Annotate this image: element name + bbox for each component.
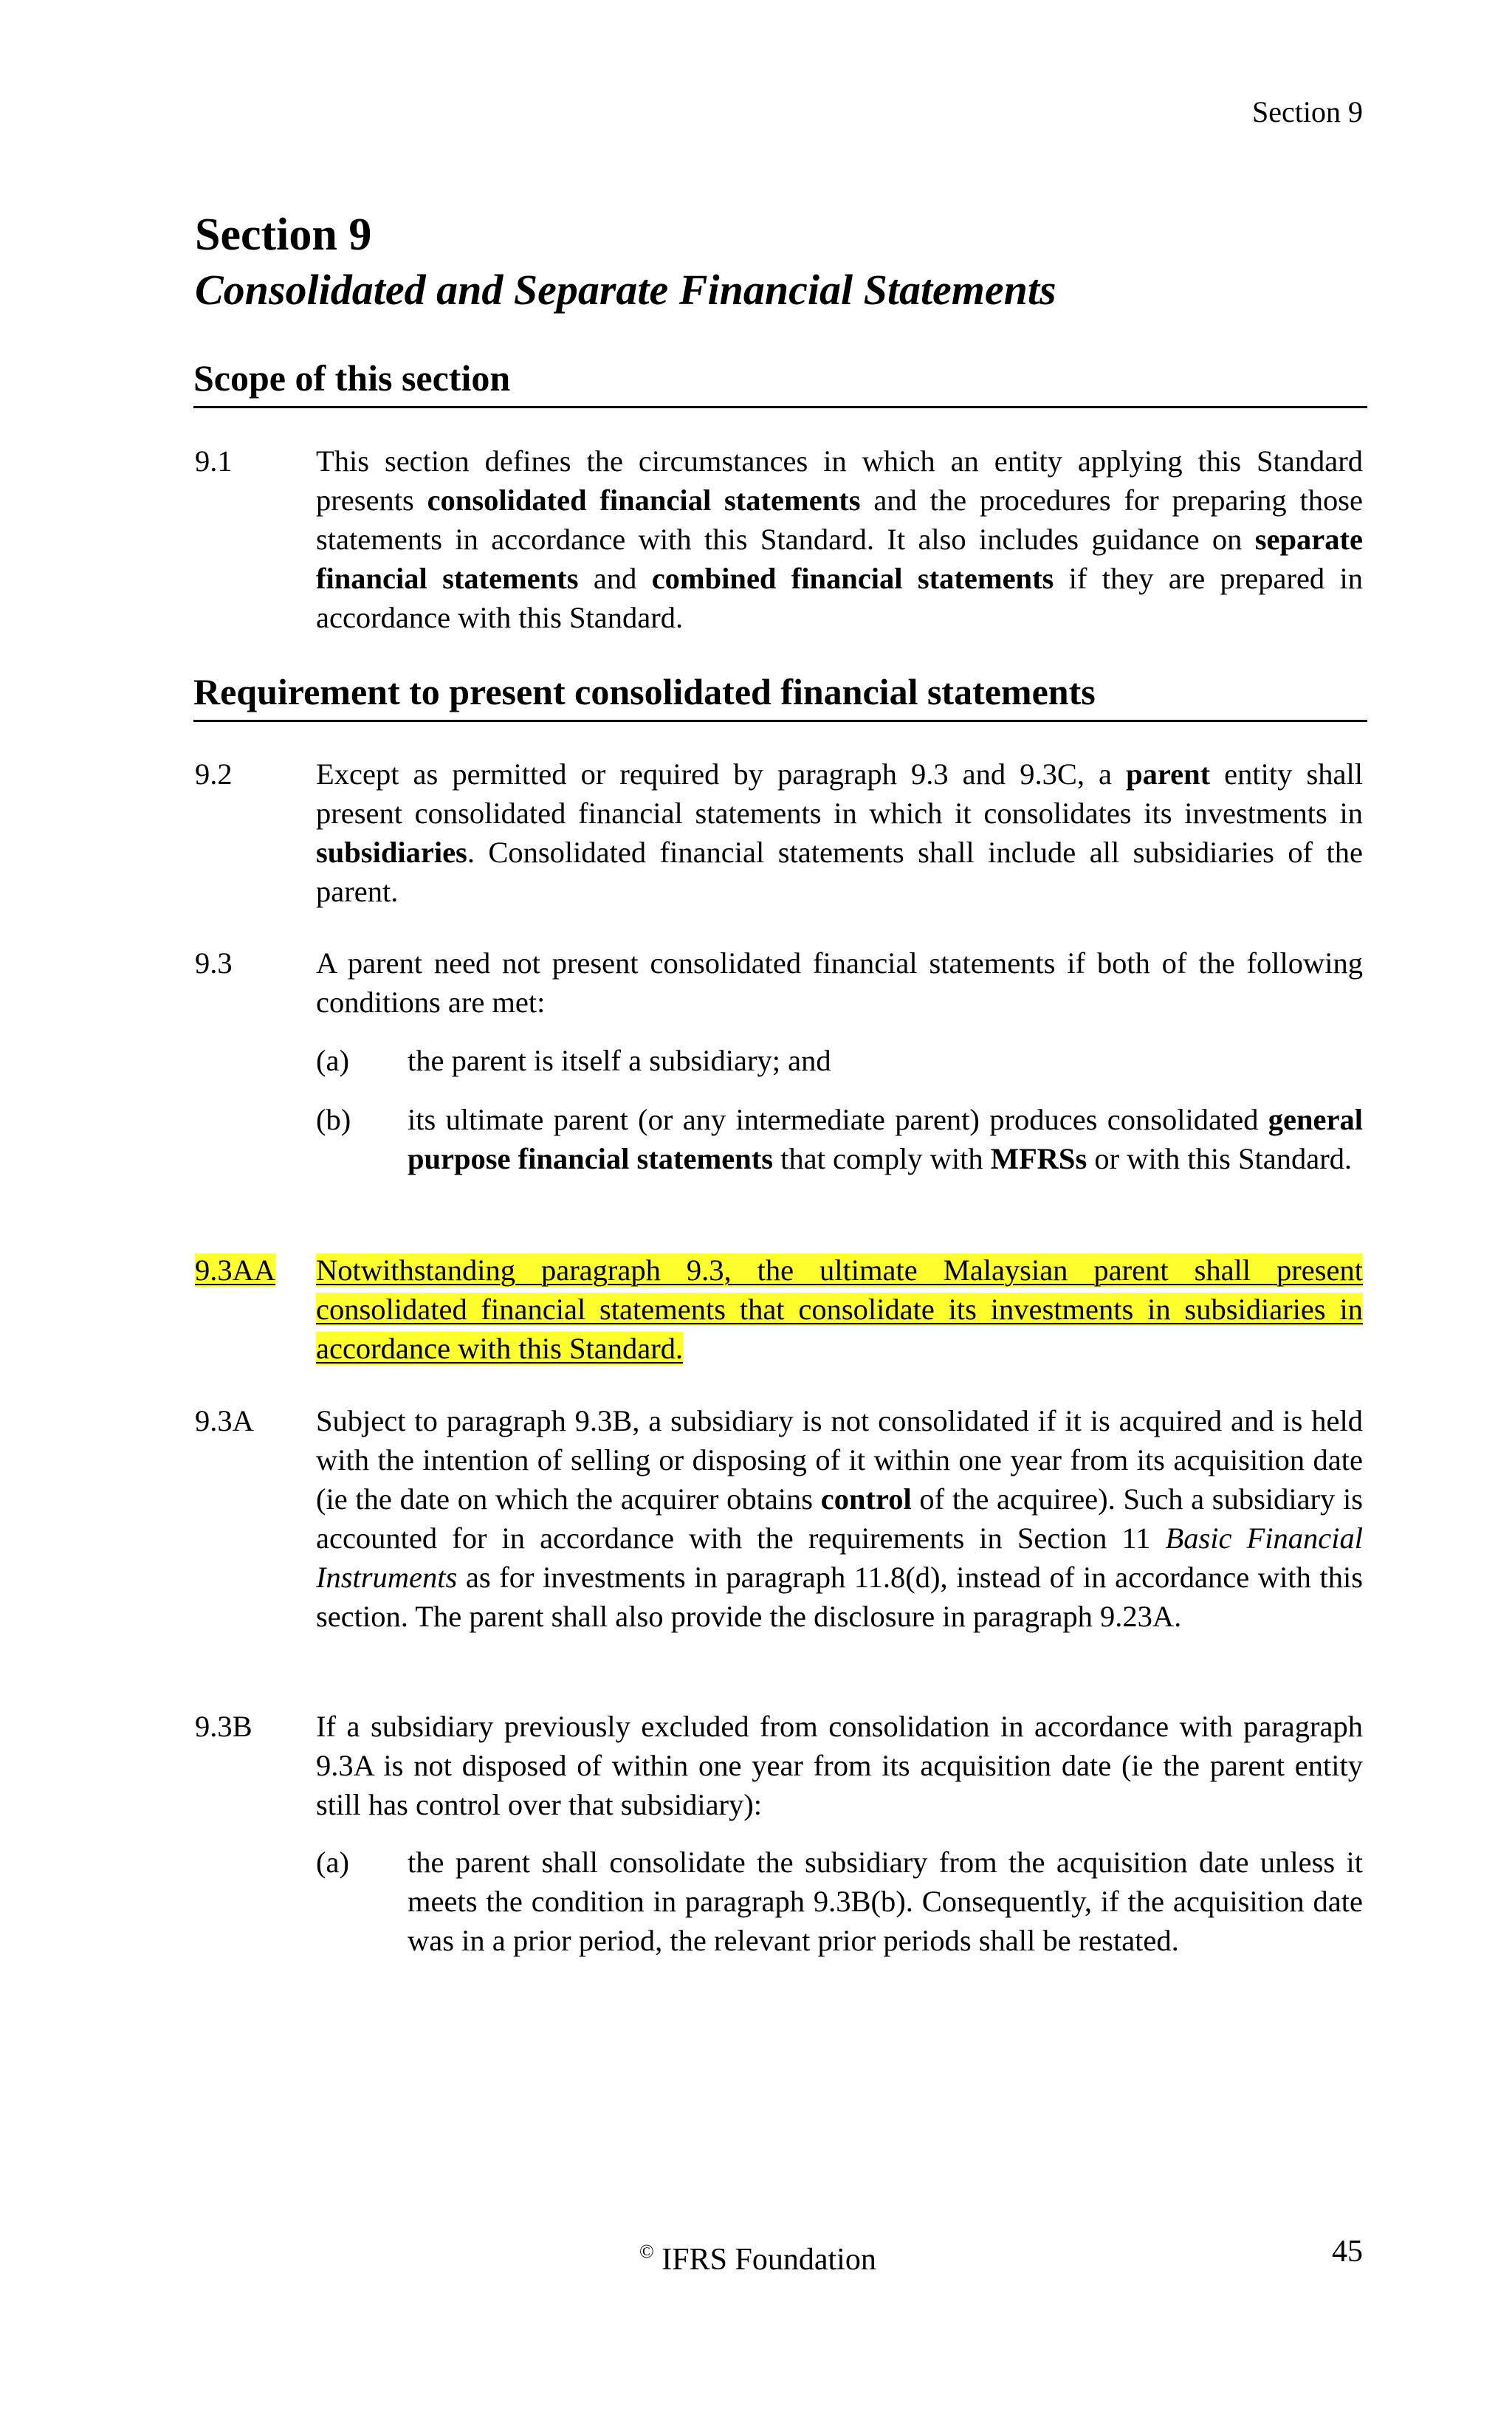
section-number: Section 9 — [195, 210, 372, 260]
footer-copyright: © IFRS Foundation — [639, 2241, 876, 2277]
paragraph-text: Notwithstanding paragraph 9.3, the ultimate Malaysian parent shall present consolidated financial statements that consolidate its investments in subsidiaries in accordance with this Standard. — [316, 1254, 1363, 1365]
defined-term: consolidated financial statements — [427, 484, 861, 517]
defined-term: subsidiaries — [316, 836, 467, 869]
page-number: 45 — [1332, 2235, 1363, 2269]
paragraph-9-2 — [195, 754, 1363, 911]
defined-term: control — [820, 1482, 912, 1516]
section-title: Consolidated and Separate Financial Statements — [195, 266, 1056, 314]
subparagraph-text: the parent is itself a subsidiary; and — [408, 1044, 831, 1077]
paragraph-text: A parent need not present consolidated financial statements if both of the following conditions are met: — [316, 946, 1363, 1019]
section-title-block — [195, 207, 1361, 317]
defined-term: separate financial statements — [316, 523, 1363, 595]
paragraph-number: 9.3 — [195, 946, 233, 980]
paragraph-9-3B — [195, 1707, 1363, 1824]
paragraph-number: 9.2 — [195, 757, 233, 791]
paragraph-9-3 — [195, 943, 1363, 1022]
paragraph-number: 9.1 — [195, 444, 233, 478]
defined-term: combined financial statements — [651, 562, 1054, 595]
paragraph-text: Subject to paragraph 9.3B, a subsidiary is not consolidated if it is acquired and is held with the intention of selling or disposing of it within one year from its acquisition date (ie the date on which the acquirer obtains control of the acquiree). Such a subsidiary is accounted for in accordance with the requirements in Section 11 Basic Financial Instruments as for investments in paragraph 11.8(d), instead of in accordance with this section. The parent shall also provide the disclosure in paragraph 9.23A. — [316, 1404, 1363, 1633]
heading-scope: Scope of this section — [193, 354, 1367, 408]
paragraph-text: This section defines the circumstances in which an entity applying this Standard presents consolidated financial statements and the procedures for preparing those statements in accordance with this Standard. It also includes guidance on separate financial statements and combined financial statements if they are prepared in accordance with this Standard. — [316, 444, 1364, 634]
running-head: Section 9 — [1252, 95, 1363, 128]
defined-term: MFRSs — [990, 1142, 1087, 1175]
subparagraph-text: the parent shall consolidate the subsidiary from the acquisition date unless it meets the condition in paragraph 9.3B(b). Consequently, if the acquisition date was in a prior period, the relevant prior periods shall be restated. — [408, 1846, 1363, 1957]
defined-term: general purpose financial statements — [408, 1103, 1363, 1175]
subparagraph-label: (a) — [316, 1846, 349, 1879]
paragraph-9-3A — [195, 1401, 1363, 1636]
subparagraph-9-3-b — [316, 1100, 1363, 1178]
subparagraph-label: (a) — [316, 1044, 349, 1077]
subparagraph-text: its ultimate parent (or any intermediate parent) produces consolidated general purpose financial statements that comply with MFRSs or with this Standard. — [408, 1103, 1363, 1175]
paragraph-text: Except as permitted or required by paragraph 9.3 and 9.3C, a parent entity shall present consolidated financial statements in which it consolidates its investments in subsidiaries. Consolidated financial statements shall include all subsidiaries of the parent. — [316, 757, 1363, 908]
cross-reference-title: Basic Financial Instruments — [316, 1522, 1363, 1594]
subparagraph-9-3B-a — [316, 1843, 1363, 1960]
paragraph-number: 9.3B — [195, 1710, 252, 1743]
heading-requirement: Requirement to present consolidated financial statements — [193, 668, 1367, 722]
paragraph-9-1 — [195, 441, 1363, 637]
defined-term: parent — [1126, 757, 1211, 791]
paragraph-number: 9.3A — [195, 1404, 254, 1437]
subparagraph-9-3-a — [316, 1041, 1363, 1080]
paragraph-text: If a subsidiary previously excluded from consolidation in accordance with paragraph 9.3A is not disposed of within one year from its acquisition date (ie the parent entity still has control over that subsidiary): — [316, 1710, 1363, 1821]
copyright-symbol: © — [639, 2241, 654, 2262]
paragraph-number: 9.3AA — [195, 1254, 276, 1287]
subparagraph-label: (b) — [316, 1103, 351, 1136]
paragraph-9-3AA-highlighted — [195, 1251, 1363, 1368]
